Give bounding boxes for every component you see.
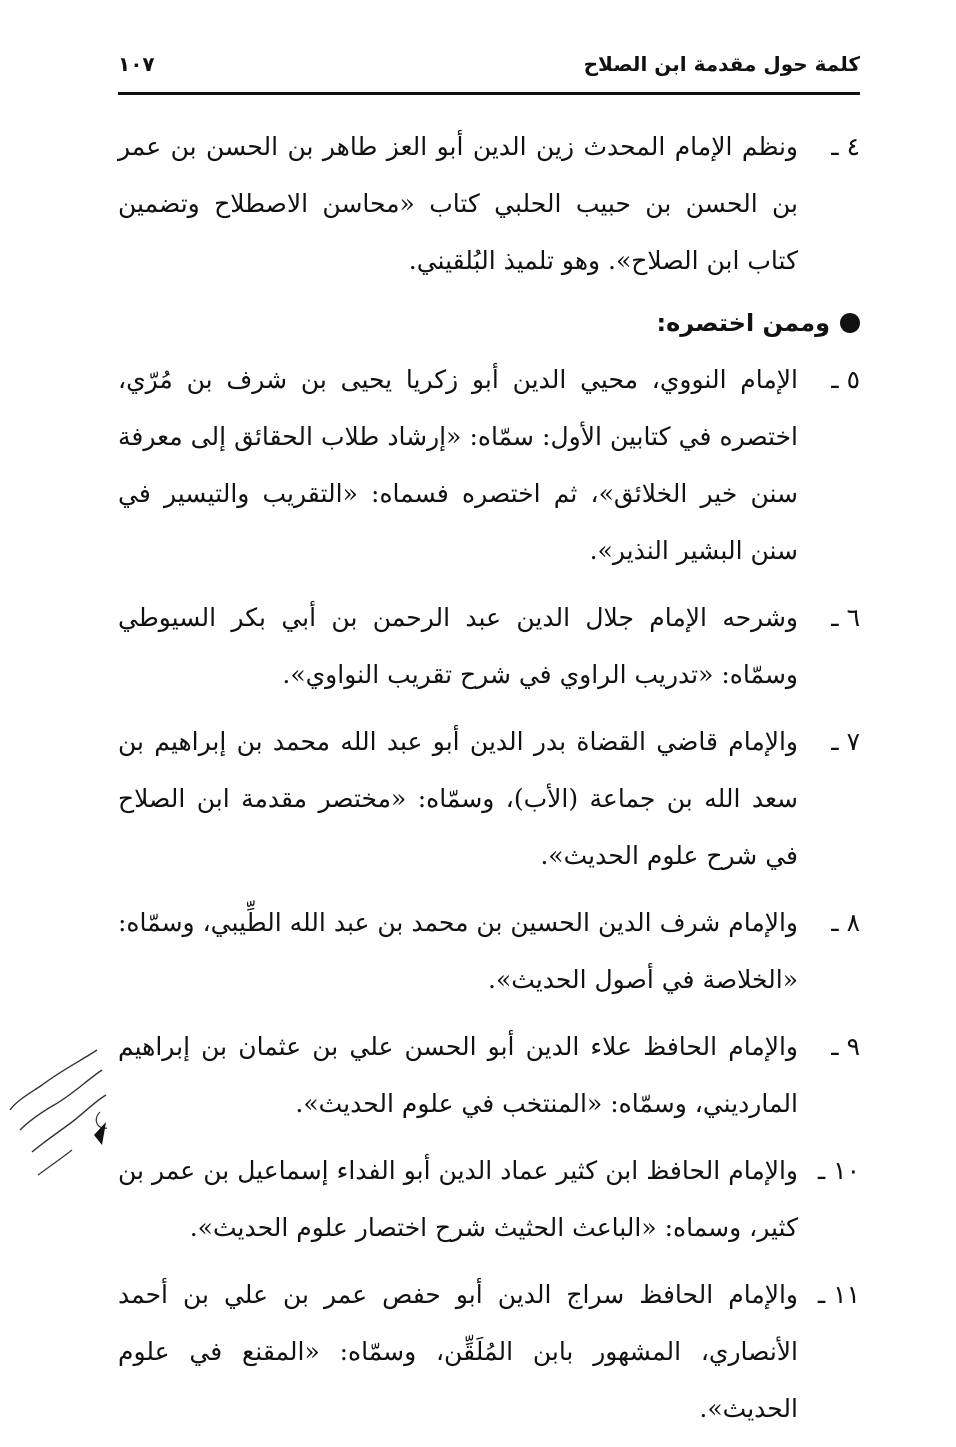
entry-text: والإمام الحافظ سراج الدين أبو حفص عمر بن علي بن أحمد الأنصاري، المشهور بابن المُلَقِّن، وسمّاه: «المقنع في علوم الحديث».	[118, 1280, 798, 1423]
list-item	[118, 1142, 860, 1256]
list-item	[118, 713, 860, 884]
entry-text: وشرحه الإمام جلال الدين عبد الرحمن بن أبي بكر السيوطي وسمّاه: «تدريب الراوي في شرح تقريب النواوي».	[118, 603, 798, 689]
page-body	[118, 118, 860, 1447]
running-title: كلمة حول مقدمة ابن الصلاح	[583, 52, 860, 76]
list-item	[118, 351, 860, 579]
list-item	[118, 589, 860, 703]
entry-number: ٦ ـ	[831, 603, 860, 632]
header-rule	[118, 92, 860, 95]
entry-text: الإمام النووي، محيي الدين أبو زكريا يحيى بن شرف بن مُرّي، اختصره في كتابين الأول: سمّاه: «إرشاد طلاب الحقائق إلى معرفة سنن خير الخلائق»، ثم اختصره فسماه: «التقريب والتيسير في سنن البشير النذير».	[118, 365, 798, 565]
entry-text: والإمام قاضي القضاة بدر الدين أبو عبد الله محمد بن إبراهيم بن سعد الله بن جماعة (الأب)، وسمّاه: «مختصر مقدمة ابن الصلاح في شرح علوم الحديث».	[118, 727, 798, 870]
entry-text: والإمام الحافظ علاء الدين أبو الحسن علي بن عثمان بن إبراهيم المارديني، وسمّاه: «المنتخب في علوم الحديث».	[118, 1032, 798, 1118]
entry-text: والإمام الحافظ ابن كثير عماد الدين أبو الفداء إسماعيل بن عمر بن كثير، وسماه: «الباعث الحثيث شرح اختصار علوم الحديث».	[118, 1156, 798, 1242]
entry-number: ٨ ـ	[831, 908, 860, 937]
entry-number: ٥ ـ	[831, 365, 860, 394]
running-header	[118, 52, 860, 88]
entry-text: ونظم الإمام المحدث زين الدين أبو العز طاهر بن الحسن بن عمر بن الحسن بن حبيب الحلبي كتاب «محاسن الاصطلاح وتضمين كتاب ابن الصلاح». وهو تلميذ البُلقيني.	[118, 132, 798, 275]
list-item	[118, 118, 860, 289]
section-heading	[118, 299, 860, 347]
entry-number: ٤ ـ	[831, 132, 860, 161]
entry-number: ٧ ـ	[831, 727, 860, 756]
section-heading-text: وممن اختصره:	[656, 309, 830, 337]
entry-number: ١٠ ـ	[817, 1156, 860, 1185]
page-number: ١٠٧	[118, 52, 155, 76]
entry-number: ٩ ـ	[831, 1032, 860, 1061]
list-item	[118, 894, 860, 1008]
list-item	[118, 1266, 860, 1437]
bullet-icon	[840, 313, 860, 333]
entry-text: والإمام شرف الدين الحسين بن محمد بن عبد الله الطِّيبي، وسمّاه: «الخلاصة في أصول الحديث».	[118, 908, 798, 994]
handwritten-margin-note-icon	[2, 1040, 112, 1190]
list-item	[118, 1018, 860, 1132]
entry-number: ١١ ـ	[817, 1280, 860, 1309]
